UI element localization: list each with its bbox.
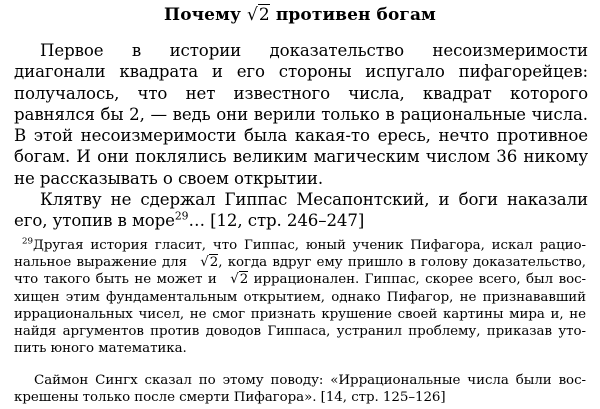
title-suffix: противен богам (269, 5, 436, 25)
sqrt-symbol (247, 4, 270, 26)
footnote-text: что такого быть не может и (14, 272, 223, 288)
paragraph-1-text: Первое в истории доказательство несоизмеримости диагонали (14, 41, 588, 82)
singh-quote (14, 372, 586, 406)
radical-sign: √ (200, 255, 209, 271)
sqrt-symbol (222, 271, 248, 288)
paragraph-1-text: какая-то ересь, нечто противное богам. И они поклялись великим (14, 126, 589, 167)
page-title (0, 4, 600, 26)
footnote-text: нальное выражение для (14, 255, 193, 271)
quote-text: Саймон Сингх сказал по этому поводу: «Иррациональные числа были вос- (34, 373, 586, 388)
radicand: 2 (258, 5, 270, 25)
radicand: 2 (209, 255, 219, 271)
title-prefix: Почему (164, 5, 247, 25)
paragraph-1-text: квадрата и его стороны испугало пифагорейцев: получалось, что (14, 62, 588, 103)
footnote-text: Другая история гласит, что Гиппас, юный ученик Пифагора, искал рацио- (32, 238, 586, 253)
footnote-text: иррационален. Гиппас, скорее всего, был вос- (248, 272, 587, 288)
footnote-text: хищен этим фундаментальным открытием, однако Пифагор, не признававший (14, 289, 586, 305)
paragraph-1-text: верили только в рациональные числа. В этой несоизмеримости была (14, 104, 588, 146)
citation: … [12, стр. 246–247] (188, 211, 365, 231)
footnote-text: найдя аргументов против доводов Гиппаса, устранил проблему, приказав уто- (14, 324, 586, 340)
paragraph-2 (14, 189, 588, 232)
radical-sign: √ (230, 272, 239, 288)
footnote-text: иррациональных чисел, не смог признать крушение своей картины мира и, не (14, 306, 586, 322)
paragraph-2-text: Клятву не сдержал Гиппас Месапонтский, и боги наказали его, (14, 190, 588, 231)
footnote-reference[interactable]: 29 (174, 209, 189, 223)
sqrt-symbol (192, 254, 218, 271)
footnote-text: пить юного математика. (14, 341, 187, 357)
paragraph-2-text: утопив в море (52, 211, 175, 231)
footnote-29 (14, 237, 586, 357)
paragraph-1-text: нет известного числа, квадрат которого равнялся бы 2, — ведь они (14, 83, 588, 124)
footnote-text: , когда вдруг ему пришло в голову доказательство, (218, 255, 586, 271)
footnote-mark: 29 (22, 236, 33, 247)
quote-text: крешены только после смерти Пифагора». [14, стр. 125–126] (14, 390, 446, 406)
paragraph-1 (14, 40, 588, 189)
paragraph-1-text: магическим числом 36 никому не рассказывать о своем открытии. (14, 147, 588, 188)
radicand: 2 (239, 272, 249, 288)
radical-sign: √ (246, 5, 258, 25)
